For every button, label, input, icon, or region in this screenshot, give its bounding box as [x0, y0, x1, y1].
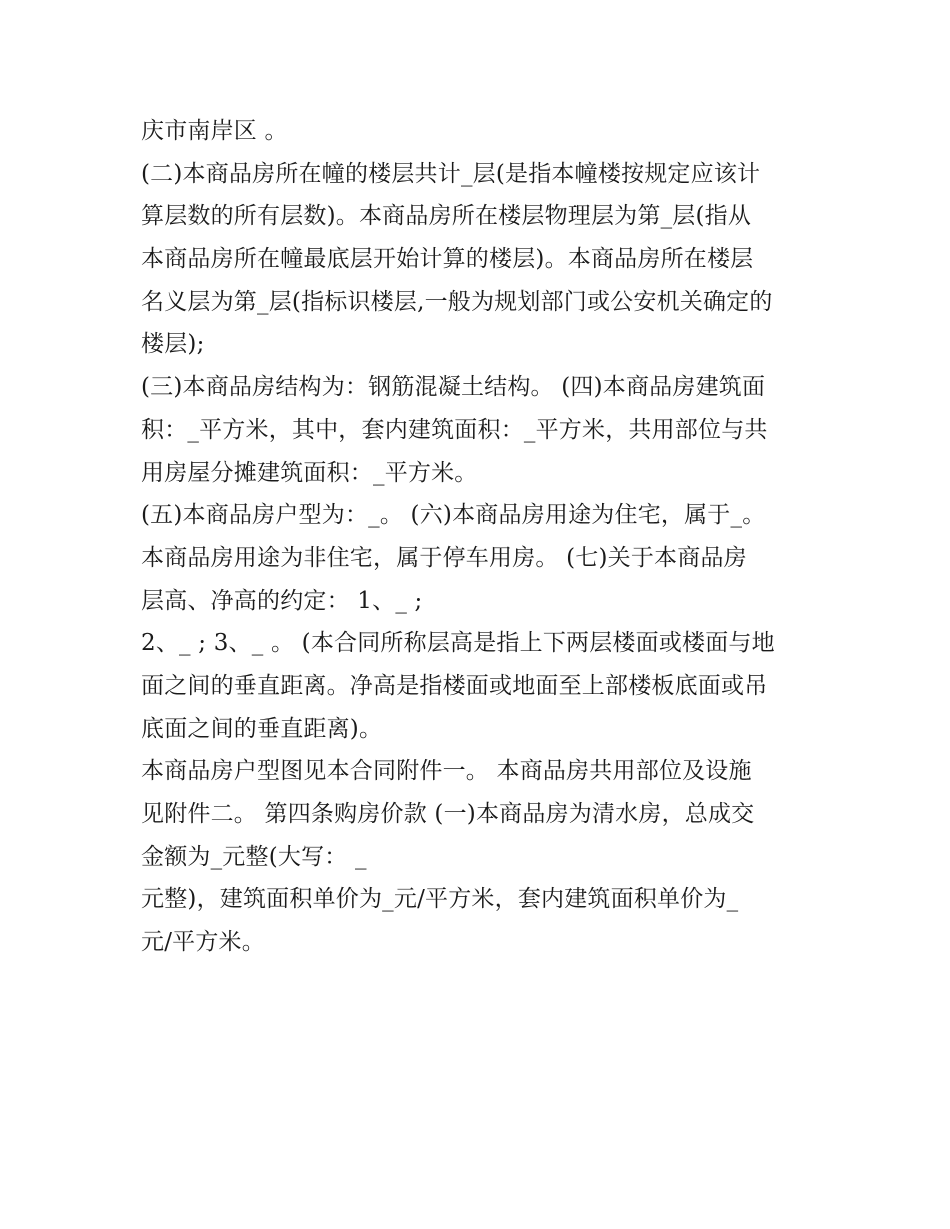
text-line: (三)本商品房结构为：钢筋混凝土结构。 (四)本商品房建筑面: [141, 374, 766, 401]
text-line: 面之间的垂直距离。净高是指楼面或地面至上部楼板底面或吊: [141, 672, 768, 699]
text-line: 积：_平方米，其中，套内建筑面积：_平方米，共用部位与共: [141, 416, 768, 443]
text-line: 名义层为第_层(指标识楼层,一般为规划部门或公安机关确定的: [141, 288, 773, 315]
text-line: 见附件二。 第四条购房价款 (一)本商品房为清水房，总成交: [141, 801, 755, 827]
text-line: 本商品房用途为非住宅，属于停车用房。 (七)关于本商品房: [141, 544, 747, 571]
contract-text-body: [141, 110, 821, 964]
text-line: 元整)，建筑面积单价为_元/平方米，套内建筑面积单价为_: [141, 886, 739, 913]
text-line: 楼层);: [141, 331, 205, 358]
text-line: (五)本商品房户型为：_。 (六)本商品房用途为住宅，属于_。: [141, 502, 766, 529]
text-line: 本商品房所在幢最底层开始计算的楼层)。本商品房所在楼层: [141, 246, 754, 273]
text-line: (二)本商品房所在幢的楼层共计_层(是指本幢楼按规定应该计: [141, 160, 761, 187]
text-line: 层高、净高的约定： 1、_ ;: [141, 587, 423, 614]
text-line: 庆市南岸区 。: [141, 118, 288, 144]
text-line: 算层数的所有层数)。本商品房所在楼层物理层为第_层(指从: [141, 203, 752, 230]
text-line: 用房屋分摊建筑面积：_平方米。: [141, 459, 478, 486]
text-line: 金额为_元整(大写： _: [141, 843, 367, 870]
text-line: 元/平方米。: [141, 929, 265, 956]
text-line: 本商品房户型图见本合同附件一。 本商品房共用部位及设施: [141, 758, 752, 785]
text-line: 2、_ ; 3、_ 。 (本合同所称层高是指上下两层楼面或楼面与地: [141, 630, 775, 657]
text-line: 底面之间的垂直距离)。: [141, 715, 383, 742]
